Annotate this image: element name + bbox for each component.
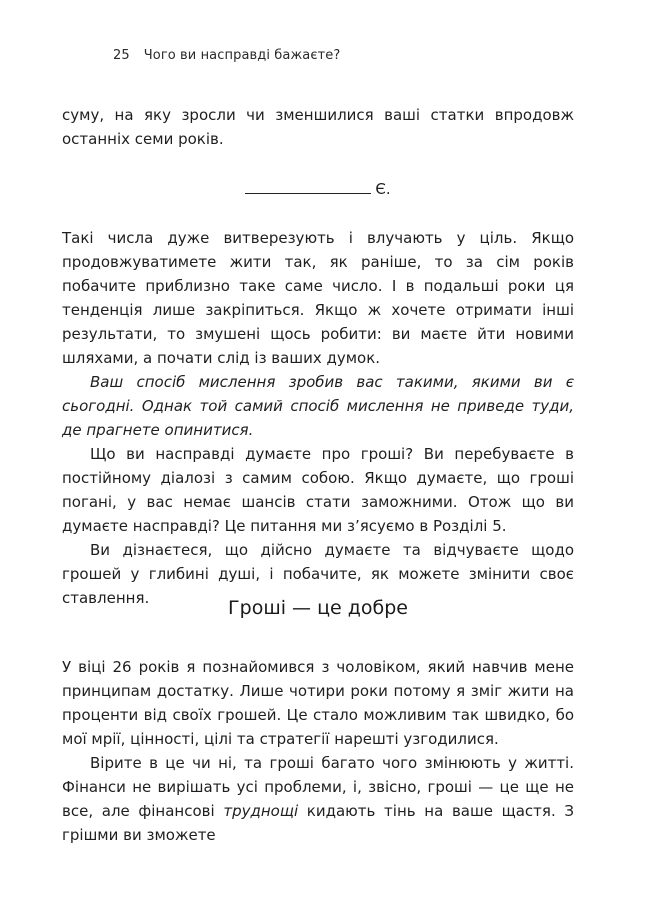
page-number: 25 [113,48,130,63]
section-text-block [62,655,574,847]
section-paragraph-2 [62,751,574,847]
fill-in-line [62,177,574,201]
paragraph-2-italic [62,370,574,442]
italic-quote: Ваш спосіб мислення зробив вас такими, якими ви є сьогодні. Однак той самий спосіб мислення не приведе туди, де прагнете опинитися. [62,373,574,439]
running-head [113,48,340,63]
italic-word: труднощі [223,802,299,820]
section-heading: Гроші — це добре [228,597,408,619]
section-paragraph-2-end: кидають тінь на ваше щастя. З грішми ви зможете [62,802,574,844]
paragraph-3: Що ви насправді думаєте про гроші? Ви перебуваєте в постійному діалозі з самим собою. Якщо думаєте, що гроші погані, у вас немає шансів стати заможними. Отож що ви думаєте насправді? Це питання ми з’ясуємо в Розділі 5. [62,445,574,535]
blank-line-suffix: Є. [375,180,391,198]
paragraph-1: Такі числа дуже витверезують і влучають у ціль. Якщо продовжуватимете жити так, як раніше, то за сім років побачите приблизно таке саме число. І в подальші роки ця тенденція лише закріпиться. Якщо ж хочете отримати інші результати, то змушені щось робити: ви маєте йти новими шляхами, а почати слід із ваших думок. [62,229,574,367]
section-paragraph-2-start: Вірите в це чи ні, та гроші багато чого змінюють у житті. Фінанси не вирішать усі проблеми, і, звісно, гроші — це ще не все, але фінансові [62,754,574,820]
intro-paragraph: суму, на яку зросли чи зменшилися ваші статки впродовж останніх семи років. [62,106,574,148]
main-text-block [62,226,574,610]
section-paragraph-1: У віці 26 років я познайомився з чоловіком, який навчив мене принципам достатку. Лише чотири роки потому я зміг жити на проценти від своїх грошей. Це стало можливим так швидко, бо мої мрії, цінності, цілі та стратегії нарешті узгодилися. [62,658,574,748]
intro-block [62,103,574,151]
paragraph-4: Ви дізнаєтеся, що дійсно думаєте та відчуваєте щодо грошей у глибині душі, і побачите, як можете змінити своє ставлення. [62,541,574,607]
blank-underline [245,177,371,194]
chapter-title: Чого ви насправді бажаєте? [143,48,341,63]
